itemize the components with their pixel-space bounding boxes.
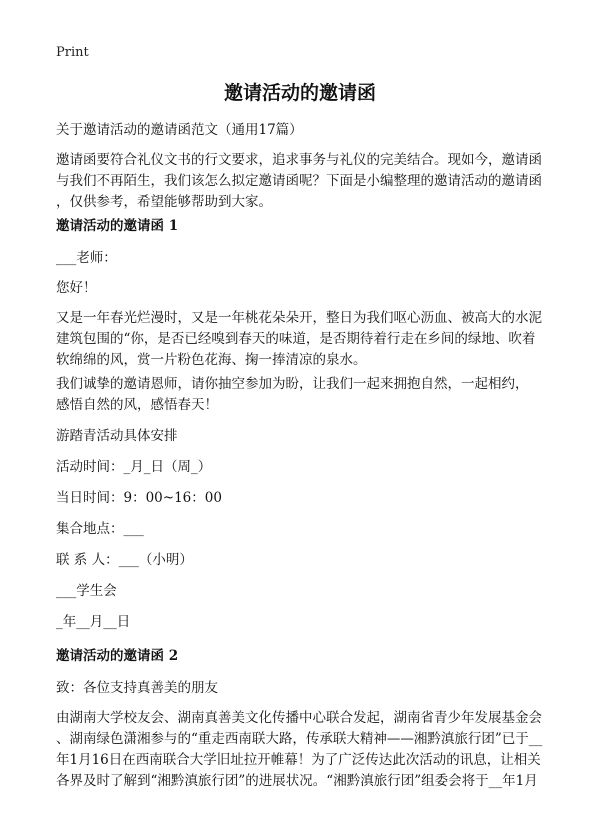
section-2-recipient: 致：各位支持真善美的朋友 xyxy=(56,680,218,696)
salutation: ___老师： xyxy=(56,250,117,266)
meeting-place: 集合地点：___ xyxy=(56,521,144,537)
paragraph-line: 我们诚挚的邀请恩师，请你抽空参加为盼，让我们一起来拥抱自然，一起相约， xyxy=(56,376,529,392)
intro-line: 与我们不再陌生，我们该怎么拟定邀请函呢？下面是小编整理的邀请活动的邀请函 xyxy=(56,173,542,189)
section-1-paragraph-1 xyxy=(56,308,556,371)
letter-date: _年__月__日 xyxy=(56,614,131,630)
section-2-paragraph-1 xyxy=(56,708,556,792)
document-title: 邀请活动的邀请函 xyxy=(223,82,376,104)
paragraph-line: 感悟自然的风，感悟春天！ xyxy=(56,397,218,413)
schedule-title: 游踏青活动具体安排 xyxy=(56,428,178,444)
paragraph-line: 软绵绵的风，赏一片粉色花海、掬一捧清凉的泉水。 xyxy=(56,352,367,368)
paragraph-line: 各界及时了解到“湘黔滇旅行团”的进展状况。“湘黔滇旅行团”组委会将于__年1月 xyxy=(56,773,538,789)
intro-line: ，仅供参考，希望能够帮助到大家。 xyxy=(56,194,272,210)
paragraph-line: 、湖南绿色潇湘参与的“重走西南联大路，传承联大精神——湘黔滇旅行团”已于__ xyxy=(56,731,543,747)
subtitle: 关于邀请活动的邀请函范文（通用17篇） xyxy=(56,122,303,138)
day-time: 当日时间：9：00~16：00 xyxy=(56,490,222,506)
print-link[interactable]: Print xyxy=(56,45,89,60)
paragraph-line: 由湖南大学校友会、湖南真善美文化传播中心联合发起，湖南省青少年发展基金会 xyxy=(56,710,542,726)
paragraph-line: 又是一年春光烂漫时，又是一年桃花朵朵开，整日为我们呕心沥血、被高大的水泥 xyxy=(56,310,542,326)
greeting: 您好！ xyxy=(56,280,97,296)
activity-time: 活动时间：_月_日（周_） xyxy=(56,459,212,475)
section-1-paragraph-2 xyxy=(56,374,556,416)
section-1-heading: 邀请活动的邀请函 1 xyxy=(56,218,179,234)
section-2-heading: 邀请活动的邀请函 2 xyxy=(56,648,179,664)
organizer: ___学生会 xyxy=(56,583,117,599)
contact-person: 联 系 人：___（小明） xyxy=(56,552,193,568)
paragraph-line: 年1月16日在西南联合大学旧址拉开帷幕！为了广泛传达此次活动的讯息，让相关 xyxy=(56,752,541,768)
intro-line: 邀请函要符合礼仪文书的行文要求，追求事务与礼仪的完美结合。现如今，邀请函 xyxy=(56,152,542,168)
paragraph-line: 建筑包围的“你，是否已经嗅到春天的味道，是否期待着行走在乡间的绿地、吹着 xyxy=(56,331,536,347)
intro-paragraph xyxy=(56,150,556,213)
